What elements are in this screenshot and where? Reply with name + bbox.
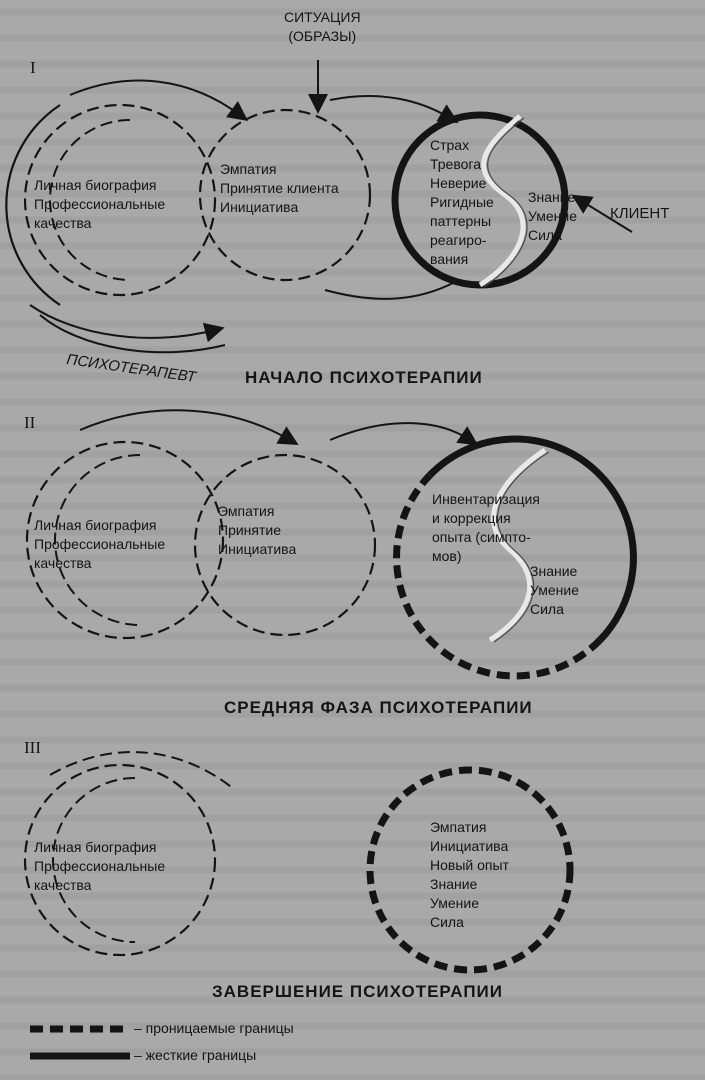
phase-1-numeral: I	[30, 58, 36, 77]
legend-rigid-label: – жесткие границы	[134, 1047, 257, 1063]
phase-3-title: ЗАВЕРШЕНИЕ ПСИХОТЕРАПИИ	[212, 982, 503, 1001]
phase-1-title: НАЧАЛО ПСИХОТЕРАПИИ	[245, 368, 483, 387]
phase-1-therapist-text: Личная биография Профессиональные качества	[34, 177, 166, 231]
phase-2-numeral: II	[24, 413, 36, 432]
phase-2-empathy-text: Эмпатия Принятие Инициатива	[218, 503, 297, 557]
phase-2-client-skills-text: Знание Умение Сила	[530, 563, 580, 617]
phase-3-client-text: Эмпатия Инициатива Новый опыт Знание Умение Сила	[430, 819, 509, 930]
phase-3-therapist-text: Личная биография Профессиональные качества	[34, 839, 166, 893]
phase-1-empathy-text: Эмпатия Принятие клиента Инициатива	[220, 161, 339, 215]
legend-permeable-label: – проницаемые границы	[134, 1020, 294, 1036]
phase-1-client-skills-text: Знание Умение Сила	[528, 189, 578, 243]
phase-1-client-label: КЛИЕНТ	[610, 205, 670, 222]
phase-1-situation-label: СИТУАЦИЯ (ОБРАЗЫ)	[284, 9, 361, 44]
phase-2-client-inner-text: Инвентаризация и коррекция опыта (симпто- мов)	[432, 491, 540, 564]
phase-1-therapist-label: ПСИХОТЕРАПЕВТ	[65, 350, 197, 386]
legend-graphics	[30, 1029, 130, 1056]
phase-3-numeral: III	[24, 738, 41, 757]
phase-2-therapist-text: Личная биография Профессиональные качества	[34, 517, 166, 571]
phase-2-title: СРЕДНЯЯ ФАЗА ПСИХОТЕРАПИИ	[224, 698, 533, 717]
phase-1-client-inner-text: Страх Тревога Неверие Ригидные паттерны реагиро- вания	[430, 137, 494, 267]
